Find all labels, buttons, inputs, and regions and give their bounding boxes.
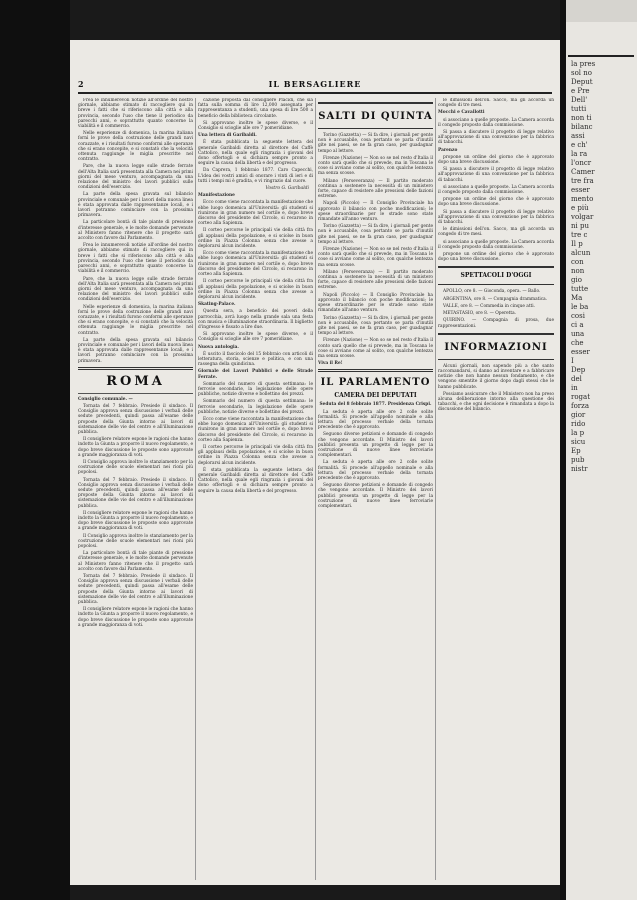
strip-text-column: [571, 60, 633, 860]
strip-line: Camer: [571, 168, 595, 176]
paragraph: Milano (Perseveranza) — Il partito moderato continua a sostenere la necessità di un ministero forte, capace di resistere alle pressioni delle fazioni estreme.: [318, 269, 433, 291]
page-header: [78, 76, 552, 94]
paragraph: È uscito il fascicolo del 15 febbraio con articoli di letteratura, storia, scienze e politica, e con una rassegna della quindicina.: [198, 351, 313, 368]
paragraph: cazione proposta dal consigliere Placidi, che sia fatta sulla somma di lire 12,000 assegnata per rappresentanza a studenti, una spesa di lire 500 a beneficio della biblioteca circolante.: [198, 98, 313, 119]
strip-line: non ti: [571, 114, 592, 122]
strip-line: una: [571, 330, 585, 338]
listing: VALLE, ore 8. — Commedia in cinque atti.: [443, 303, 536, 309]
paragraph: La particolare bontà di tale piante di pressione d'interesse generale, e le molte domande pervenute al Ministero fanno ritenere che il progetto sarà accolto con favore dal Parlamento.: [78, 220, 193, 242]
subheading: Una lettera di Garibaldi.: [198, 133, 257, 139]
paragraph: Si approvano inoltre le spese diverse, e il Consiglio si scioglie alle ore 7 pomeridiane.: [198, 120, 313, 132]
paragraph: Pare, che la nuova legge sulle strade ferrate dell'Alta Italia sarà presentata alla Camera nei primi giorni del mese venturo, accompagnata da una relazione del ministro dei lavori pubblici sulle condizioni dell'esercizio.: [78, 164, 193, 191]
paragraph: Alcuni giornali, non sapendo più a che santo raccomandarsi, si danno ad inventare e a fabbricare notizie che non hanno nessun fondamento, e che vengono smentite il giorno dopo dagli stessi che le hanno pubblicate.: [438, 363, 554, 390]
paragraph: Sommario del numero di questa settimana: le ferrovie secondarie, la legislazione delle opere pubbliche, notizie diverse e bollettino dei prezzi.: [198, 399, 313, 415]
scan-corner: [566, 0, 637, 22]
subheading: Mocchi e Cavallotti: [438, 110, 485, 116]
paragraph: Il consigliere relatore espone le ragioni che hanno indotto la Giunta a proporre il nuovo regolamento, e dopo breve discussione le proposte sono approvate a grande maggioranza di voti.: [78, 510, 193, 532]
paragraph: Il Consiglio approva inoltre lo stanziamento per la costruzione delle scuole elementari nei rioni più popolosi.: [78, 533, 193, 550]
paragraph: Il consigliere relatore espone le ragioni che hanno indotto la Giunta a proporre il nuovo regolamento, e dopo breve discussione le proposte sono approvate a grande maggioranza di voti.: [78, 607, 193, 628]
strip-line: con: [571, 258, 584, 266]
strip-line: in: [571, 384, 578, 392]
strip-line: esser: [571, 186, 590, 194]
paragraph: Tornata del 7 febbraio. Presiede il sindaco. Il Consiglio approva senza discussione i verbali delle sedute precedenti, quindi passa all'esame delle proposte della Giunta intorno ai lavori di sistemazione delle vie del centro e all'illuminazione pubblica.: [78, 403, 193, 435]
paragraph: È stata pubblicata la seguente lettera del generale Garibaldi diretta al direttore del Caffè Cattolico, nella quale egli ringrazia i giovani del dono offertogli e si dichiara sempre pronto a seguire la causa della libertà e del progresso.: [198, 467, 313, 494]
paragraph: propone un ordine del giorno che è approvato dopo una breve discussione.: [438, 197, 554, 208]
section-rule: [318, 369, 433, 372]
strip-line: pub: [571, 456, 585, 464]
subheading: Manifestazione: [198, 193, 235, 199]
strip-rule: [568, 55, 634, 57]
strip-line: Ma: [571, 294, 583, 302]
strip-line: gior: [571, 411, 586, 419]
paragraph: si associano a quelle proposte. La Camera accorda il congedo proposto dalla commissione.: [438, 184, 554, 196]
paragraph: Il consigliere relatore espone le ragioni che hanno indotto la Giunta a proporre il nuovo regolamento, e dopo breve discussione le proposte sono approvate a grande maggioranza di voti.: [78, 437, 193, 458]
listing: APOLLO, ore 8. — Gioconda, opera. — Ballo.: [443, 289, 541, 295]
page-number: 2: [78, 79, 85, 89]
paragraph: Firenze (Nazione) — Non so se nel resto d'Italia il conto sarà quello che si prevede, ma in Toscana le cose si avviano come al solito, con qualche lentezza ma senza scosse.: [318, 247, 433, 268]
subheading: Nuova antologia.: [198, 344, 239, 350]
column-divider: [315, 98, 316, 880]
section-heading-salti-di-quinta: SALTI DI QUINTA: [318, 111, 433, 122]
paragraph: propone un ordine del giorno che è approvato dopo una breve discussione.: [438, 154, 554, 166]
column-heading-box: [438, 266, 554, 285]
column-2: [198, 98, 313, 880]
strip-line: tutte: [571, 285, 589, 293]
strip-line: sol no: [571, 69, 592, 77]
subheading: Giornale dei Lavori Pubblici e delle Strade Ferrate.: [198, 369, 313, 380]
section-heading-parlamento: IL PARLAMENTO: [320, 377, 431, 389]
section-heading-roma: ROMA: [106, 373, 165, 389]
session-date: Seduta del 8 febbraio 1877. Presidenza Crispi.: [319, 402, 432, 408]
paragraph: Il Consiglio approva inoltre lo stanziamento per la costruzione delle scuole elementari nei rioni più popolosi.: [78, 459, 193, 476]
paragraph: Il corteo percorse le principali vie della città fra gli applausi della popolazione, e si sciolse in buon ordine in Piazza Colonna senza che avesse a deplorarsi alcun incidente.: [198, 279, 313, 300]
strip-line: tre fra: [571, 177, 594, 185]
strip-line: Dep: [571, 366, 586, 374]
paragraph: Da Caprera, 1 febbraio 1877. Caro Capecchi, L'idea dei vostri amici di onorare i vinti di ieri e di tutti i tempi mi è gradita, e vi ringrazio dal cuore.: [198, 168, 313, 184]
paragraph: Tornata del 7 febbraio. Presiede il sindaco. Il Consiglio approva senza discussione i verbali delle sedute precedenti, quindi passa all'esame delle proposte della Giunta intorno ai lavori di sistemazione delle vie del centro e all'illuminazione pubblica.: [78, 574, 193, 606]
strip-line: la pres: [571, 60, 596, 68]
paragraph: Pare, che la nuova legge sulle strade ferrate dell'Alta Italia sarà presentata alla Camera nei primi giorni del mese venturo, accompagnata da una relazione del ministro dei lavori pubblici sulle condizioni dell'esercizio.: [78, 276, 193, 303]
strip-line: Ep: [571, 447, 581, 455]
closing-line: Viva il Re!: [318, 361, 343, 367]
masthead-title: IL BERSAGLIERE: [268, 79, 362, 89]
paragraph: Possiamo assicurare che il Ministero non ha preso alcuna deliberazione intorno alla questione dei tabacchi, e che ogni decisione è rimandata a dopo la discussione del bilancio.: [438, 391, 554, 413]
column-3: [318, 98, 433, 880]
column-1: [78, 98, 193, 880]
strip-line: Deput: [571, 78, 593, 86]
strip-line: cosi: [571, 312, 585, 320]
subheading: Parenzo: [438, 147, 458, 153]
strip-line: del: [571, 375, 582, 383]
paragraph: Il corteo percorse le principali vie della città fra gli applausi della popolazione, e si sciolse in buon ordine in Piazza Colonna senza che avesse a deplorarsi alcun incidente.: [198, 444, 313, 466]
column-divider: [195, 98, 196, 880]
column-heading-box: [438, 333, 554, 360]
paragraph: Firenze (Nazione) — Non so se nel resto d'Italia il conto sarà quello che si prevede, ma in Toscana le cose si avviano come al solito, con qualche lentezza ma senza scosse.: [318, 155, 433, 177]
strip-line: bilanc: [571, 123, 593, 131]
strip-line: non: [571, 267, 585, 275]
subheading: Skating-Palace.: [198, 302, 236, 308]
paragraph: Napoli (Piccolo) — Il Consiglio Provinciale ha approvato il bilancio con poche modificazioni; le spese straordinarie per le strade sono state rimandate all'anno venturo.: [318, 201, 433, 223]
strip-line: esser: [571, 348, 590, 356]
strip-line: I: [571, 357, 574, 365]
subheading: Consiglio comunale. —: [78, 396, 133, 402]
strip-line: Il p: [571, 240, 583, 248]
paragraph: Torino (Gazzetta) — Si fa dire, i giornali per gente non è accusabile, cosa pertanto se parla d'inutili gite nei paesi, se ne fa gran caso, per guadagnar tempo al lettore.: [318, 133, 433, 154]
strip-line: gio: [571, 276, 582, 284]
paragraph: È stata pubblicata la seguente lettera del generale Garibaldi diretta al direttore del Caffè Cattolico, nella quale egli ringrazia i giovani del dono offertogli e si dichiara sempre pronto a seguire la causa della libertà e del progresso.: [198, 140, 313, 167]
subsection-heading-camera: CAMERA DEI DEPUTATI: [334, 392, 417, 400]
listing: ARGENTINA, ore 8. — Compagnia drammatica.: [443, 296, 548, 302]
paragraph: Ecco come viene raccontata la manifestazione che ebbe luogo domenica all'Università: gli studenti si riunirono in gran numero nel cortile e, dopo breve discorso del presidente del Circolo, si recarono in corteo alla Sapienza.: [198, 200, 313, 227]
paragraph: le dimissioni dell'on. Sacco, ma gli accorda un congedo di tre mesi.: [438, 98, 554, 109]
strip-line: assi: [571, 132, 585, 140]
strip-line: alcun: [571, 249, 591, 257]
strip-line: che: [571, 339, 584, 347]
strip-line: rogat: [571, 393, 591, 401]
paragraph: Napoli (Piccolo) — Il Consiglio Provinciale ha approvato il bilancio con poche modificazioni; le spese straordinarie per le strade sono state rimandate all'anno venturo.: [318, 292, 433, 314]
paragraph: Frea le innumerevoli notizie all'ordine del nostro giornale, abbiamo stimato di raccogliere qui in breve i fatti che si riferiscono alla città e alla provincia, secondo l'uso che tiene il periodico da parecchi anni, e soprattutto quanto concerne la viabilità e il commercio.: [78, 243, 193, 275]
paragraph: Si approvano inoltre le spese diverse, e il Consiglio si scioglie alle ore 7 pomeridiane.: [198, 332, 313, 343]
column-4: [438, 98, 554, 880]
strip-line: la ra: [571, 150, 588, 158]
strip-line: la p: [571, 429, 585, 437]
strip-line: e più: [571, 204, 589, 212]
listing: METASTASIO, ore 8. — Operetta.: [443, 311, 517, 317]
paragraph: Nelle esperienze di domenica, la marina italiana fornì le prove della costruzione delle grandi navi corazzate, e i risultati furono conformi alle speranze che si erano concepite, e si constatò che la velocità ottenuta raggiunge le miglia prescritte nel contratto.: [78, 131, 193, 163]
paragraph: si associano a quelle proposte. La Camera accorda il congedo proposto dalla commissione.: [438, 239, 554, 250]
paragraph: Sommario del numero di questa settimana: le ferrovie secondarie, la legislazione delle opere pubbliche, notizie diverse e bollettino dei prezzi.: [198, 381, 313, 398]
paragraph: La parte della spesa gravata sul bilancio provinciale e comunale per i lavori della nuova linea è stata approvata dalle rappresentanze locali, e i lavori potranno cominciare con la prossima primavera.: [78, 192, 193, 219]
paragraph: si associano a quelle proposte. La Camera accorda il congedo proposto dalla commissione.: [438, 117, 554, 128]
paragraph: La seduta è aperta alle ore 2 colle solite formalità. Si procede all'appello nominale e alla lettura del processo verbale della tornata precedente che è approvato.: [318, 460, 433, 481]
paragraph: Il corteo percorse le principali vie della città fra gli applausi della popolazione, e si sciolse in buon ordine in Piazza Colonna senza che avesse a deplorarsi alcun incidente.: [198, 228, 313, 250]
scan-border-left: [0, 0, 70, 900]
strip-line: ci a: [571, 321, 584, 329]
paragraph: Si passa a discutere il progetto di legge relativo all'approvazione di una convenzione per la fabbrica di tabacchi.: [438, 209, 554, 226]
paragraph: Frea le innumerevoli notizie all'ordine del nostro giornale, abbiamo stimato di raccogliere qui in breve i fatti che si riferiscono alla città e alla provincia, secondo l'uso che tiene il periodico da parecchi anni, e soprattutto quanto concerne la viabilità e il commercio.: [78, 98, 193, 130]
paragraph: Ecco come viene raccontata la manifestazione che ebbe luogo domenica all'Università: gli studenti si riunirono in gran numero nel cortile e, dopo breve discorso del presidente del Circolo, si recarono in corteo alla Sapienza.: [198, 416, 313, 443]
strip-line: ni pu: [571, 222, 589, 230]
strip-line: tutti: [571, 105, 587, 113]
strip-line: mento: [571, 195, 594, 203]
paragraph: Ecco come viene raccontata la manifestazione che ebbe luogo domenica all'Università: gli studenti si riunirono in gran numero nel cortile e, dopo breve discorso del presidente del Circolo, si recarono in corteo alla Sapienza.: [198, 251, 313, 278]
signature: Vostro G. Garibaldi: [265, 186, 309, 192]
section-heading-informazioni: INFORMAZIONI: [444, 341, 548, 353]
paragraph: Firenze (Nazione) — Non so se nel resto d'Italia il conto sarà quello che si prevede, ma in Toscana le cose si avviano come al solito, con qualche lentezza ma senza scosse.: [318, 338, 433, 359]
adjacent-page-strip: [566, 0, 637, 900]
strip-line: Dell': [571, 96, 588, 104]
column-divider: [435, 98, 436, 880]
column-heading-box: [318, 102, 433, 129]
paragraph: La seduta è aperta alle ore 2 colle solite formalità. Si procede all'appello nominale e alla lettura del processo verbale della tornata precedente che è approvato.: [318, 409, 433, 431]
strip-line: tre c: [571, 231, 588, 239]
strip-line: volgar: [571, 213, 594, 221]
strip-line: e Pre: [571, 87, 590, 95]
strip-line: le ba: [571, 303, 589, 311]
paragraph: Torino (Gazzetta) — Si fa dire, i giornali per gente non è accusabile, cosa pertanto se parla d'inutili gite nei paesi, se ne fa gran caso, per guadagnar tempo al lettore.: [318, 224, 433, 245]
paragraph: propone un ordine del giorno che è approvato dopo una breve discussione.: [438, 252, 554, 263]
paragraph: Si passa a discutere il progetto di legge relativo all'approvazione di una convenzione per la fabbrica di tabacchi.: [438, 167, 554, 183]
paragraph: Questa sera, a beneficio dei poveri della parrocchia, avrà luogo nella grande sala una festa con musica e illuminazione straordinaria. Il biglietto d'ingresso è fissato a lire due.: [198, 309, 313, 330]
paragraph: Milano (Perseveranza) — Il partito moderato continua a sostenere la necessità di un ministero forte, capace di resistere alle pressioni delle fazioni estreme.: [318, 178, 433, 200]
paragraph: Torino (Gazzetta) — Si fa dire, i giornali per gente non è accusabile, cosa pertanto se parla d'inutili gite nei paesi, se ne fa gran caso, per guadagnar tempo al lettore.: [318, 315, 433, 337]
listing: QUIRINO. — Compagnia di prosa, due rappresentazioni.: [438, 318, 554, 329]
strip-line: rido: [571, 420, 586, 428]
strip-line: forza: [571, 402, 590, 410]
paragraph: Tornata del 7 febbraio. Presiede il sindaco. Il Consiglio approva senza discussione i verbali delle sedute precedenti, quindi passa all'esame delle proposte della Giunta intorno ai lavori di sistemazione delle vie del centro e all'illuminazione pubblica.: [78, 477, 193, 509]
paragraph: La parte della spesa gravata sul bilancio provinciale e comunale per i lavori della nuova linea è stata approvata dalle rappresentanze locali, e i lavori potranno cominciare con la prossima primavera.: [78, 337, 193, 364]
section-heading-spettacoli: SPETTACOLI D'OGGI: [460, 272, 532, 280]
newspaper-page: [70, 40, 560, 885]
paragraph: le dimissioni dell'on. Sacco, ma gli accorda un congedo di tre mesi.: [438, 227, 554, 238]
strip-line: sicu: [571, 438, 586, 446]
strip-line: nistr: [571, 465, 588, 473]
paragraph: Seguono diverse petizioni e domande di congedo che vengono accordate. Il Ministro dei lavori pubblici presenta un progetto di legge per la costruzione di nuove linee ferroviarie complementari.: [318, 483, 433, 509]
section-rule: [78, 393, 193, 394]
strip-line: l'oncr: [571, 159, 592, 167]
paragraph: La particolare bontà di tale piante di pressione d'interesse generale, e le molte domande pervenute al Ministero fanno ritenere che il progetto sarà accolto con favore dal Parlamento.: [78, 551, 193, 572]
section-rule: [78, 367, 193, 370]
paragraph: Seguono diverse petizioni e domande di congedo che vengono accordate. Il Ministro dei lavori pubblici presenta un progetto di legge per la costruzione di nuove linee ferroviarie complementari.: [318, 432, 433, 459]
paragraph: Nelle esperienze di domenica, la marina italiana fornì le prove della costruzione delle grandi navi corazzate, e i risultati furono conformi alle speranze che si erano concepite, e si constatò che la velocità ottenuta raggiunge le miglia prescritte nel contratto.: [78, 304, 193, 336]
paragraph: Si passa a discutere il progetto di legge relativo all'approvazione di una convenzione per la fabbrica di tabacchi.: [438, 130, 554, 146]
strip-line: e ch': [571, 141, 588, 149]
